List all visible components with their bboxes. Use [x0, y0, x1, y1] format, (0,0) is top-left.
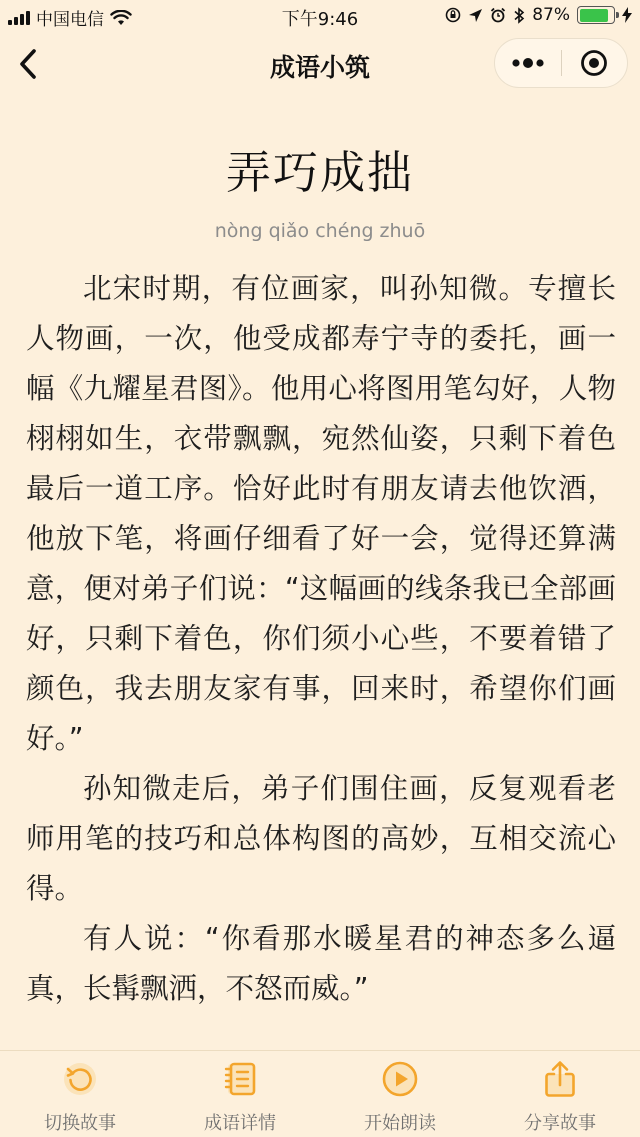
carrier-name: 中国电信: [36, 10, 104, 30]
location-icon: [468, 8, 483, 23]
switch-story-label: 切换故事: [44, 1113, 116, 1134]
more-dots-icon: [511, 58, 545, 68]
refresh-icon: [60, 1059, 100, 1099]
story-paragraph: 孙知微走后，弟子们围住画，反复观看老师用笔的技巧和总体构图的高妙，互相交流心得。: [26, 772, 616, 905]
share-story-button[interactable]: [480, 1051, 640, 1137]
status-time: 下午9:46: [281, 9, 359, 30]
target-circle-icon: [580, 49, 608, 77]
more-button[interactable]: [495, 39, 561, 87]
status-bar: [0, 0, 640, 34]
share-icon: [540, 1059, 580, 1099]
bluetooth-icon: [513, 7, 525, 24]
share-story-label: 分享故事: [524, 1113, 596, 1134]
bottom-toolbar: [0, 1050, 640, 1137]
charging-icon: [622, 7, 632, 23]
story-paragraph: 北宋时期，有位画家，叫孙知微。专擅长人物画，一次，他受成都寿宁寺的委托，画一幅《九耀星君图》。他用心将图用笔勾好，人物栩栩如生，衣带飘飘，宛然仙姿，只剩下着色最后一道工序。恰好此时有朋友请去他饮酒，他放下笔，将画仔细看了好一会，觉得还算满意，便对弟子们说：“这幅画的线条我已全部画好，只剩下着色，你们须小心些，不要着错了颜色，我去朋友家有事，回来时，希望你们画好。”: [26, 272, 616, 755]
idiom-title: 弄巧成拙: [225, 146, 414, 199]
rotation-lock-icon: [445, 7, 461, 23]
idiom-detail-label: 成语详情: [204, 1113, 276, 1134]
battery-percent: 87%: [532, 5, 570, 25]
start-reading-label: 开始朗读: [364, 1113, 436, 1134]
idiom-detail-button[interactable]: [160, 1051, 320, 1137]
close-mini-program-button[interactable]: [562, 39, 628, 87]
document-list-icon: [220, 1059, 260, 1099]
switch-story-button[interactable]: [0, 1051, 160, 1137]
story-content: [26, 264, 616, 1014]
play-circle-icon: [380, 1059, 420, 1099]
navigation-bar: [0, 34, 640, 94]
battery-icon: [577, 6, 615, 24]
story-paragraph: 有人说：“你看那水暖星君的神态多么逼真，长髯飘洒，不怒而威。”: [26, 922, 616, 1005]
idiom-pinyin: nòng qiǎo chéng zhuō: [214, 220, 426, 242]
page-title: 成语小筑: [269, 53, 370, 82]
alarm-icon: [490, 7, 506, 23]
start-reading-button[interactable]: [320, 1051, 480, 1137]
mini-program-capsule: [494, 38, 628, 88]
status-right: [445, 5, 632, 25]
battery-level-fill: [580, 9, 609, 22]
